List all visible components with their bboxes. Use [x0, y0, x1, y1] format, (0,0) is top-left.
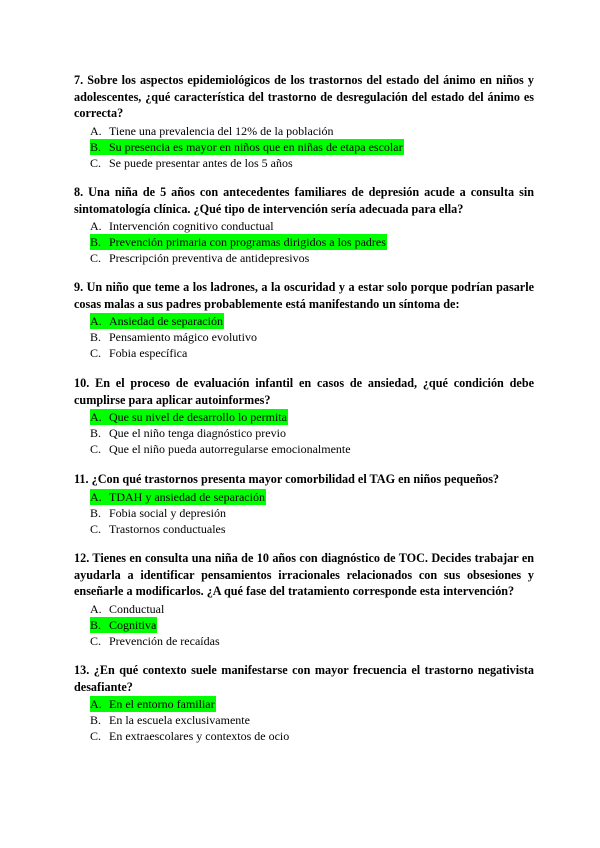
options-list — [74, 409, 534, 457]
option-c — [74, 345, 534, 361]
option-c — [74, 728, 534, 744]
option-text: Cognitiva — [109, 617, 157, 632]
question-number: 8. — [74, 185, 84, 199]
option-text: Prevención primaria con programas dirigidos a los padres — [109, 235, 386, 249]
option-letter: B. — [90, 330, 102, 344]
question-number: 9. — [74, 280, 84, 294]
question-body: Un niño que teme a los ladrones, a la oscuridad y a estar solo porque podrían pasarle cosas malas a sus padres probablemente está manifestando un síntoma de: — [74, 280, 535, 311]
question-number: 12. — [74, 551, 90, 565]
option-a-correct — [74, 313, 534, 329]
question-body: Tienes en consulta una niña de 10 años con diagnóstico de TOC. Decides trabajar en ayudarla a identificar pensamientos irracionales relacionados con sus obsesiones y enseñarle a modificarlos. ¿A qué fase del tratamiento corresponde esta intervención? — [74, 551, 535, 598]
option-letter: C. — [90, 521, 102, 536]
question-7 — [74, 72, 534, 171]
option-text: Su presencia es mayor en niños que en niñas de etapa escolar — [109, 139, 403, 154]
option-text: En la escuela exclusivamente — [109, 713, 250, 727]
option-letter: A. — [90, 219, 102, 233]
option-text: Pensamiento mágico evolutivo — [109, 330, 257, 344]
option-text: Prescripción preventiva de antidepresivos — [109, 251, 310, 265]
option-text: Prevención de recaídas — [109, 633, 220, 648]
question-text — [74, 184, 534, 217]
option-text: Que el niño pueda autorregularse emocionalmente — [109, 442, 351, 456]
option-letter: B. — [90, 426, 102, 440]
options-list — [74, 489, 534, 537]
option-a-correct — [74, 409, 534, 425]
option-a — [74, 601, 534, 617]
option-c — [74, 155, 534, 171]
option-letter: A. — [90, 489, 108, 505]
option-letter: B. — [90, 617, 108, 633]
option-letter: C. — [90, 346, 102, 360]
question-11 — [74, 471, 534, 537]
question-12 — [74, 550, 534, 649]
option-text: Fobia social y depresión — [109, 505, 226, 520]
options-list — [74, 601, 534, 649]
option-letter: B. — [90, 713, 102, 727]
option-text: Conductual — [109, 601, 165, 616]
question-8 — [74, 184, 534, 266]
option-letter: A. — [90, 696, 108, 712]
option-c — [74, 441, 534, 457]
options-list — [74, 696, 534, 744]
question-text — [74, 550, 534, 600]
option-a-correct — [74, 696, 534, 712]
question-text — [74, 279, 534, 312]
option-letter: A. — [90, 409, 108, 425]
option-letter: C. — [90, 729, 102, 743]
question-13 — [74, 662, 534, 744]
options-list — [74, 123, 534, 171]
question-9 — [74, 279, 534, 361]
option-b — [74, 329, 534, 345]
option-text: Fobia específica — [109, 346, 188, 360]
question-text — [74, 471, 534, 488]
question-text — [74, 72, 534, 122]
option-b — [74, 505, 534, 521]
question-body: Sobre los aspectos epidemiológicos de los trastornos del estado del ánimo en niños y adolescentes, ¿qué característica del trastorno de desregulación del estado del ánimo es correcta? — [74, 73, 534, 120]
option-text: TDAH y ansiedad de separación — [109, 489, 265, 504]
option-a — [74, 218, 534, 234]
option-letter: B. — [90, 234, 108, 250]
option-letter: C. — [90, 155, 102, 170]
question-body: ¿Con qué trastornos presenta mayor comorbilidad el TAG en niños pequeños? — [91, 472, 500, 486]
option-letter: B. — [90, 139, 108, 155]
question-text — [74, 375, 534, 408]
option-letter: A. — [90, 123, 102, 138]
question-text — [74, 662, 534, 695]
option-text: En el entorno familiar — [109, 697, 215, 711]
option-text: En extraescolares y contextos de ocio — [109, 729, 290, 743]
question-number: 13. — [74, 663, 90, 677]
option-text: Ansiedad de separación — [109, 314, 223, 328]
option-b-correct — [74, 234, 534, 250]
option-c — [74, 250, 534, 266]
option-letter: A. — [90, 313, 108, 329]
question-number: 7. — [74, 73, 84, 87]
options-list — [74, 218, 534, 266]
question-body: En el proceso de evaluación infantil en casos de ansiedad, ¿qué condición debe cumplirse para aplicar autoinformes? — [74, 376, 535, 407]
option-letter: C. — [90, 251, 102, 265]
option-c — [74, 521, 534, 537]
question-10 — [74, 375, 534, 457]
option-text: Tiene una prevalencia del 12% de la población — [109, 123, 334, 138]
option-a-correct — [74, 489, 534, 505]
option-letter: C. — [90, 442, 102, 456]
option-c — [74, 633, 534, 649]
option-b — [74, 712, 534, 728]
option-text: Que el niño tenga diagnóstico previo — [109, 426, 286, 440]
question-body: Una niña de 5 años con antecedentes familiares de depresión acude a consulta sin sintomatología clínica. ¿Qué tipo de intervención sería adecuada para ella? — [74, 185, 535, 216]
option-b-correct — [74, 617, 534, 633]
option-text: Se puede presentar antes de los 5 años — [109, 155, 293, 170]
question-body: ¿En qué contexto suele manifestarse con mayor frecuencia el trastorno negativista desafiante? — [74, 663, 535, 694]
option-text: Que su nivel de desarrollo lo permita — [109, 410, 287, 424]
option-b-correct — [74, 139, 534, 155]
option-letter: B. — [90, 505, 102, 520]
option-text: Trastornos conductuales — [109, 521, 226, 536]
question-number: 10. — [74, 376, 90, 390]
option-b — [74, 425, 534, 441]
option-letter: A. — [90, 601, 102, 616]
option-text: Intervención cognitivo conductual — [109, 219, 274, 233]
options-list — [74, 313, 534, 361]
option-a — [74, 123, 534, 139]
option-letter: C. — [90, 633, 102, 648]
question-number: 11. — [74, 472, 89, 486]
